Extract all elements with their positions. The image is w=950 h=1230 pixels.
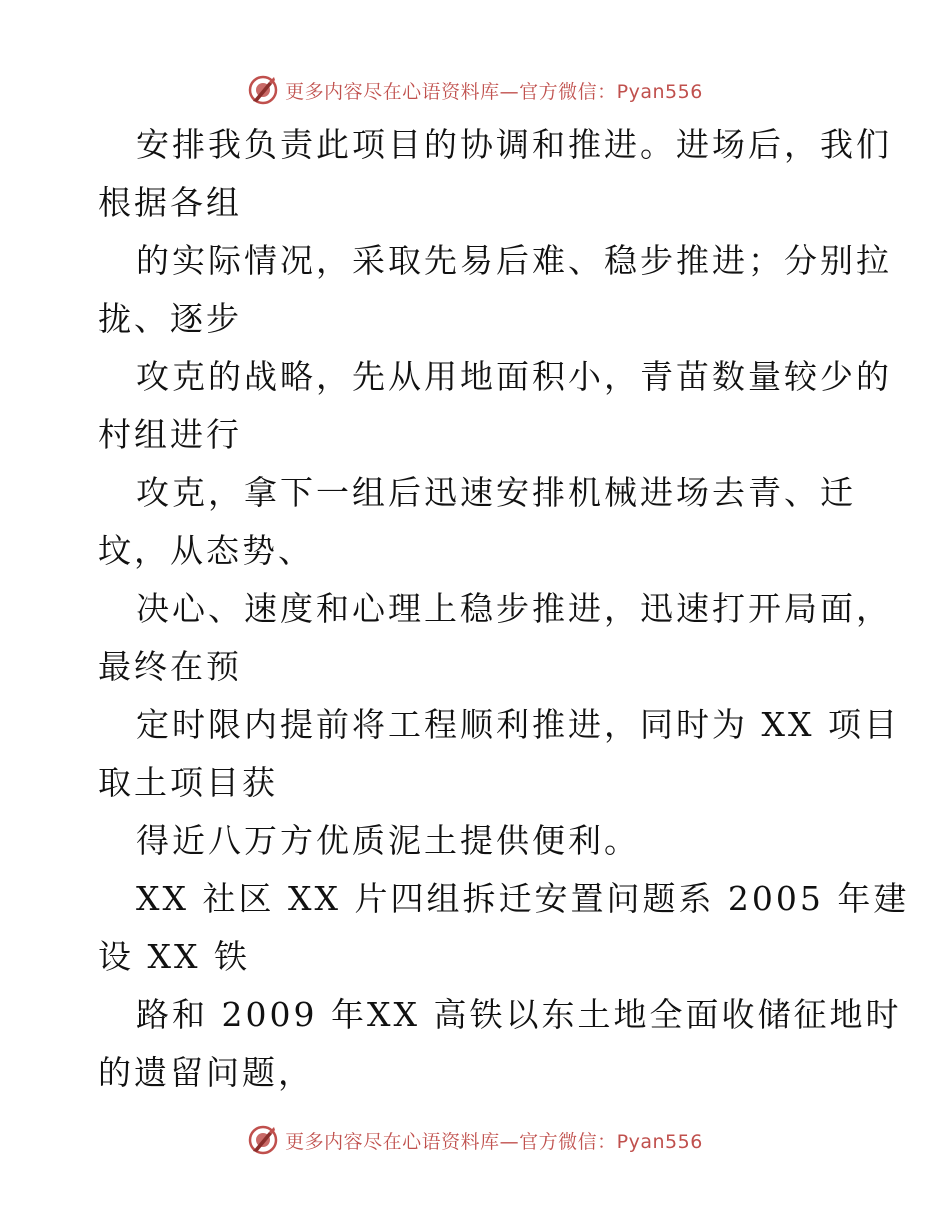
paragraph-line: [98, 580, 892, 696]
line-first: 得近八万方优质泥土提供便利。: [136, 821, 640, 860]
quill-logo-icon: [247, 1124, 279, 1156]
line-cont: 最终在预: [98, 647, 242, 686]
paragraph-line: [98, 696, 900, 812]
paragraph-line: [98, 812, 858, 870]
footer-banner: [0, 1120, 950, 1160]
line-cont: 拢、逐步: [98, 299, 242, 338]
line-first: 定时限内提前将工程顺利推进，同时为 XX 项目: [136, 705, 900, 744]
line-first: 攻克的战略，先从用地面积小，青苗数量较少的: [136, 357, 892, 396]
footer-banner-text: 更多内容尽在心语资料库—官方微信：Pyan556: [285, 1130, 703, 1153]
paragraph-line: [98, 116, 892, 232]
paragraph-line: [98, 464, 858, 580]
paragraph-line: [98, 232, 892, 348]
line-cont: 的遗留问题，: [98, 1053, 314, 1092]
line-cont: 取土项目获: [98, 763, 278, 802]
quill-logo-icon: [247, 74, 279, 106]
line-cont: 坟，从态势、: [98, 531, 314, 570]
header-banner-inner: [247, 74, 703, 106]
line-cont: 村组进行: [98, 415, 242, 454]
paragraph-line: [98, 870, 910, 986]
paragraph-line: [98, 986, 902, 1102]
document-body: [98, 116, 910, 1102]
line-cont: 设 XX 铁: [98, 937, 250, 976]
header-banner: [0, 70, 950, 110]
line-first: 安排我负责此项目的协调和推进。进场后，我们: [136, 125, 892, 164]
line-first: 路和 2009 年XX 高铁以东土地全面收储征地时: [136, 995, 902, 1034]
line-first: 决心、速度和心理上稳步推进，迅速打开局面，: [136, 589, 892, 628]
line-cont: 根据各组: [98, 183, 242, 222]
footer-banner-inner: [247, 1124, 703, 1156]
line-first: 攻克，拿下一组后迅速安排机械进场去青、迁: [136, 473, 856, 512]
line-first: XX 社区 XX 片四组拆迁安置问题系 2005 年建: [136, 879, 910, 918]
line-first: 的实际情况，采取先易后难、稳步推进；分别拉: [136, 241, 892, 280]
header-banner-text: 更多内容尽在心语资料库—官方微信：Pyan556: [285, 80, 703, 103]
paragraph-line: [98, 348, 892, 464]
